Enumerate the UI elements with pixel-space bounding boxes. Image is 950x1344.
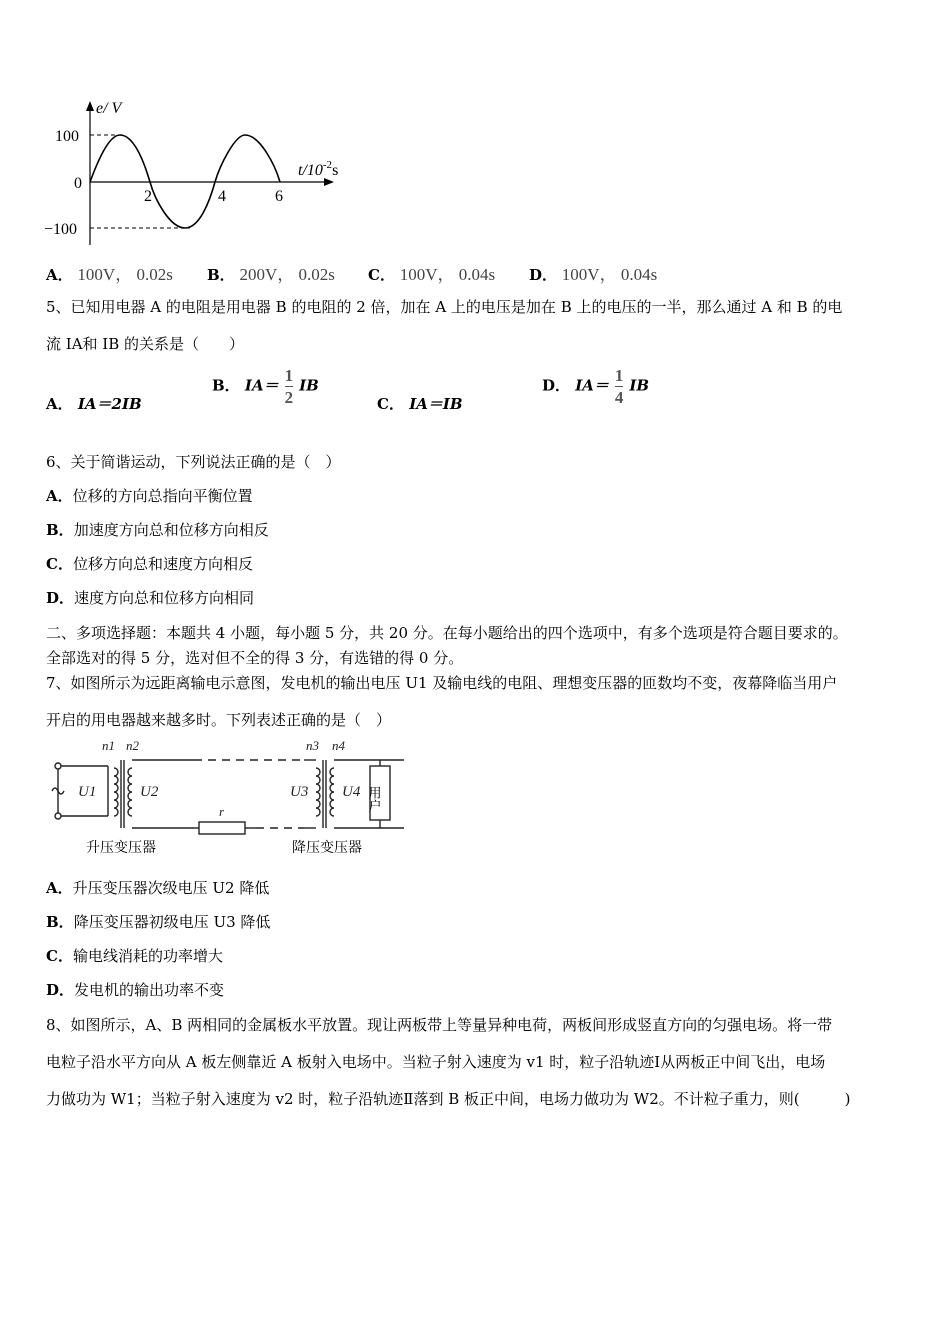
q8-stem-line2: 电粒子沿水平方向从 A 板左侧靠近 A 板射入电场中。当粒子射入速度为 v1 时，粒子沿轨迹Ⅰ从两板正中间飞出，电场 [46,1053,826,1071]
label-u4: U4 [342,784,361,800]
q8-stem-line1: 8、如图所示，A、B 两相同的金属板水平放置。现让两板带上等量异种电荷，两板间形成竖直方向的匀强电场。将一带 [46,1016,833,1034]
section2-header-line1: 二、多项选择题：本题共 4 小题，每小题 5 分，共 20 分。在每小题给出的四个选项中，有多个选项是符合题目要求的。 [46,624,848,642]
x-tick-6: 6 [275,188,283,205]
x-tick-2: 2 [144,188,152,205]
x-tick-4: 4 [218,188,226,205]
q6-option-b[interactable]: B．加速度方向总和位移方向相反 [46,521,269,539]
label-n2: n2 [126,738,139,753]
label-u3: U3 [290,784,309,800]
fraction-one-half: $\frac{1}{2}$ [284,366,294,407]
q7-option-b[interactable]: B．降压变压器初级电压 U3 降低 [46,913,271,931]
label-user: 用户 [366,786,382,812]
q8-stem-line3: 力做功为 W1；当粒子射入速度为 v2 时，粒子沿轨迹Ⅱ落到 B 板正中间，电场力做功为 W2。不计粒子重力，则( ) [46,1090,851,1108]
q4-option-b[interactable]: B． 200V， 0.02s [207,265,335,284]
q5-option-b[interactable]: B． IA＝ $\frac{1}{2}$ IB [212,366,319,407]
label-step-down: 降压变压器 [292,841,362,856]
q4-option-a[interactable]: A． 100V， 0.02s [46,265,173,284]
q5-stem-line2: 流 IA和 IB 的关系是（ ） [46,335,245,353]
q5-option-a[interactable]: A． IA＝2IB [46,395,142,413]
fraction-one-quarter: $\frac{1}{4}$ [614,366,624,407]
q6-option-a[interactable]: A．位移的方向总指向平衡位置 [46,487,253,505]
q4-option-d[interactable]: D． 100V， 0.04s [529,265,658,284]
y-axis-label: e/ V [96,100,122,117]
x-axis-label: $t/10^{-2}s$ [298,159,339,179]
q6-option-c[interactable]: C．位移方向总和速度方向相反 [46,555,253,573]
q7-option-c[interactable]: C．输电线消耗的功率增大 [46,947,223,965]
label-u1: U1 [78,784,97,800]
section2-header-line2: 全部选对的得 5 分，选对但不全的得 3 分，有选错的得 0 分。 [46,649,464,667]
power-transmission-diagram [44,738,414,860]
q5-option-d[interactable]: D． IA＝ $\frac{1}{4}$ IB [542,366,650,407]
label-u2: U2 [140,784,159,800]
y-tick-100: 100 [55,128,79,145]
q4-option-c[interactable]: C． 100V， 0.04s [368,265,496,284]
y-tick-0: 0 [74,175,82,192]
label-r: r [219,804,225,819]
q7-stem-line1: 7、如图所示为远距离输电示意图，发电机的输出电压 U1 及输电线的电阻、理想变压器的匝数均不变，夜幕降临当用户 [46,674,838,692]
label-n3: n3 [306,738,319,753]
q7-option-a[interactable]: A．升压变压器次级电压 U2 降低 [46,879,270,897]
q5-option-c[interactable]: C． IA＝IB [377,395,463,413]
q6-option-d[interactable]: D．速度方向总和位移方向相同 [46,589,255,607]
voltage-time-graph [40,95,370,255]
label-step-up: 升压变压器 [86,841,156,856]
q6-stem: 6、关于简谐运动，下列说法正确的是（ ） [46,453,341,471]
label-n1: n1 [102,738,115,753]
q7-option-d[interactable]: D．发电机的输出功率不变 [46,981,225,999]
q5-stem-line1: 5、已知用电器 A 的电阻是用电器 B 的电阻的 2 倍，加在 A 上的电压是加在 B 上的电压的一半，那么通过 A 和 B 的电 [46,298,843,316]
y-tick-neg100: −100 [44,221,78,238]
q7-stem-line2: 开启的用电器越来越多时。下列表述正确的是（ ） [46,711,392,729]
label-n4: n4 [332,738,345,753]
